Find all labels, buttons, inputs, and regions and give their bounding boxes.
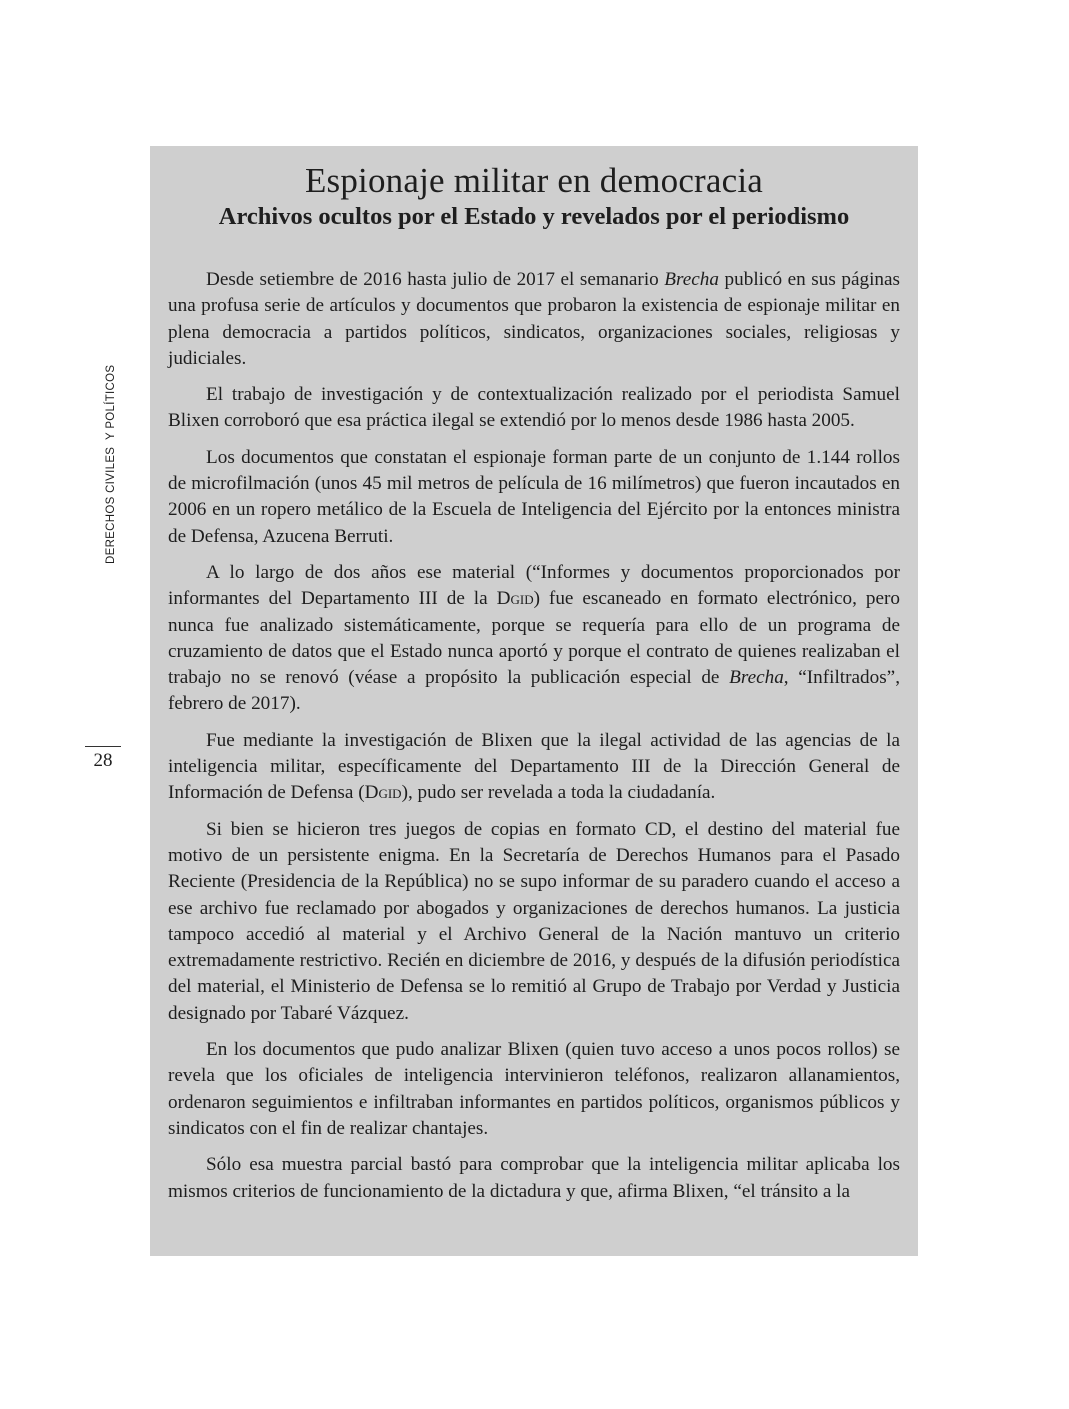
paragraph-text: A lo largo de dos años ese material (“Informes y documentos proporcionados por informantes del Departamento III de la	[168, 561, 900, 610]
paragraph	[168, 267, 900, 372]
sidebar-box	[150, 146, 918, 1256]
paragraph: Si bien se hicieron tres juegos de copias en formato CD, el destino del material fue motivo de un persistente enigma. En la Secretaría de Derechos Humanos para el Pasado Reciente (Presidencia de la República) no se supo informar de su paradero cuando el acceso a ese archivo fue reclamado por abogados y organizaciones de derechos humanos. La justicia tampoco accedió al material y el Archivo General de la Nación mantuvo un criterio extremadamente restrictivo. Recién en diciembre de 2016, y después de la difusión periodística del material, el Ministerio de Defensa se lo remitió al Grupo de Trabajo por Verdad y Justicia designado por Tabaré Vázquez.	[168, 818, 900, 1024]
paragraph-text: ), pudo ser revelada a toda la ciudadanía.	[401, 782, 716, 804]
paragraph: Los documentos que constatan el espionaje forman parte de un conjunto de 1.144 rollos de microfilmación (unos 45 mil metros de película de 16 milímetros) que fueron incautados en 2006 en un ropero metálico de la Escuela de Inteligencia del Ejército por la entonces ministra de Defensa, Azucena Berruti.	[168, 446, 900, 547]
publication-name: Brecha	[729, 667, 784, 689]
paragraph: Sólo esa muestra parcial bastó para comprobar que la inteligencia militar aplicaba los mismos criterios de funcionamiento de la dictadura y que, afirma Blixen, “el tránsito a la	[168, 1154, 900, 1202]
paragraph	[168, 728, 900, 807]
acronym: Dgid	[496, 588, 534, 610]
running-head: DERECHOS CIVILES Y POLÍTICOS	[105, 364, 117, 564]
paragraph-text: ) fue escaneado en formato electrónico, pero nunca fue analizado sistemáticamente, porque se requería para ello de un programa de cruzamiento de datos que el Estado nunca aportó y porque el contrato de quienes realizaban el trabajo no se renovó (véase a propósito la publicación especial de	[168, 588, 900, 689]
paragraph-text: publicó en sus páginas una profusa serie de artículos y documentos que probaron la existencia de espionaje militar en plena democracia a partidos políticos, sindicatos, organizaciones sociales, religiosas y judiciales.	[168, 269, 900, 369]
box-title: Espionaje militar en democracia	[304, 161, 764, 200]
page-number: 28	[93, 750, 113, 771]
folio-rule	[85, 746, 121, 747]
box-body	[168, 267, 900, 1205]
acronym: Dgid	[364, 782, 402, 804]
paragraph-text: , “Infiltrados”, febrero de 2017).	[168, 667, 900, 715]
box-subtitle: Archivos ocultos por el Estado y revelados por el periodismo	[218, 203, 850, 230]
paragraph	[168, 560, 900, 718]
paragraph-text: Fue mediante la investigación de Blixen que la ilegal actividad de las agencias de la inteligencia militar, específicamente del Departamento III de la Dirección General de Información de Defensa (	[168, 729, 900, 804]
publication-name: Brecha	[664, 269, 719, 290]
paragraph-text: Desde setiembre de 2016 hasta julio de 2017 el semanario	[206, 269, 665, 290]
paragraph: El trabajo de investigación y de contextualización realizado por el periodista Samuel Blixen corroboró que esa práctica ilegal se extendió por lo menos desde 1986 hasta 2005.	[168, 384, 900, 432]
paragraph: En los documentos que pudo analizar Blixen (quien tuvo acceso a unos pocos rollos) se revela que los oficiales de inteligencia intervinieron teléfonos, realizaron allanamientos, ordenaron seguimientos e infiltraban informantes en partidos políticos, organismos públicos y sindicatos con el fin de realizar chantajes.	[168, 1039, 900, 1139]
